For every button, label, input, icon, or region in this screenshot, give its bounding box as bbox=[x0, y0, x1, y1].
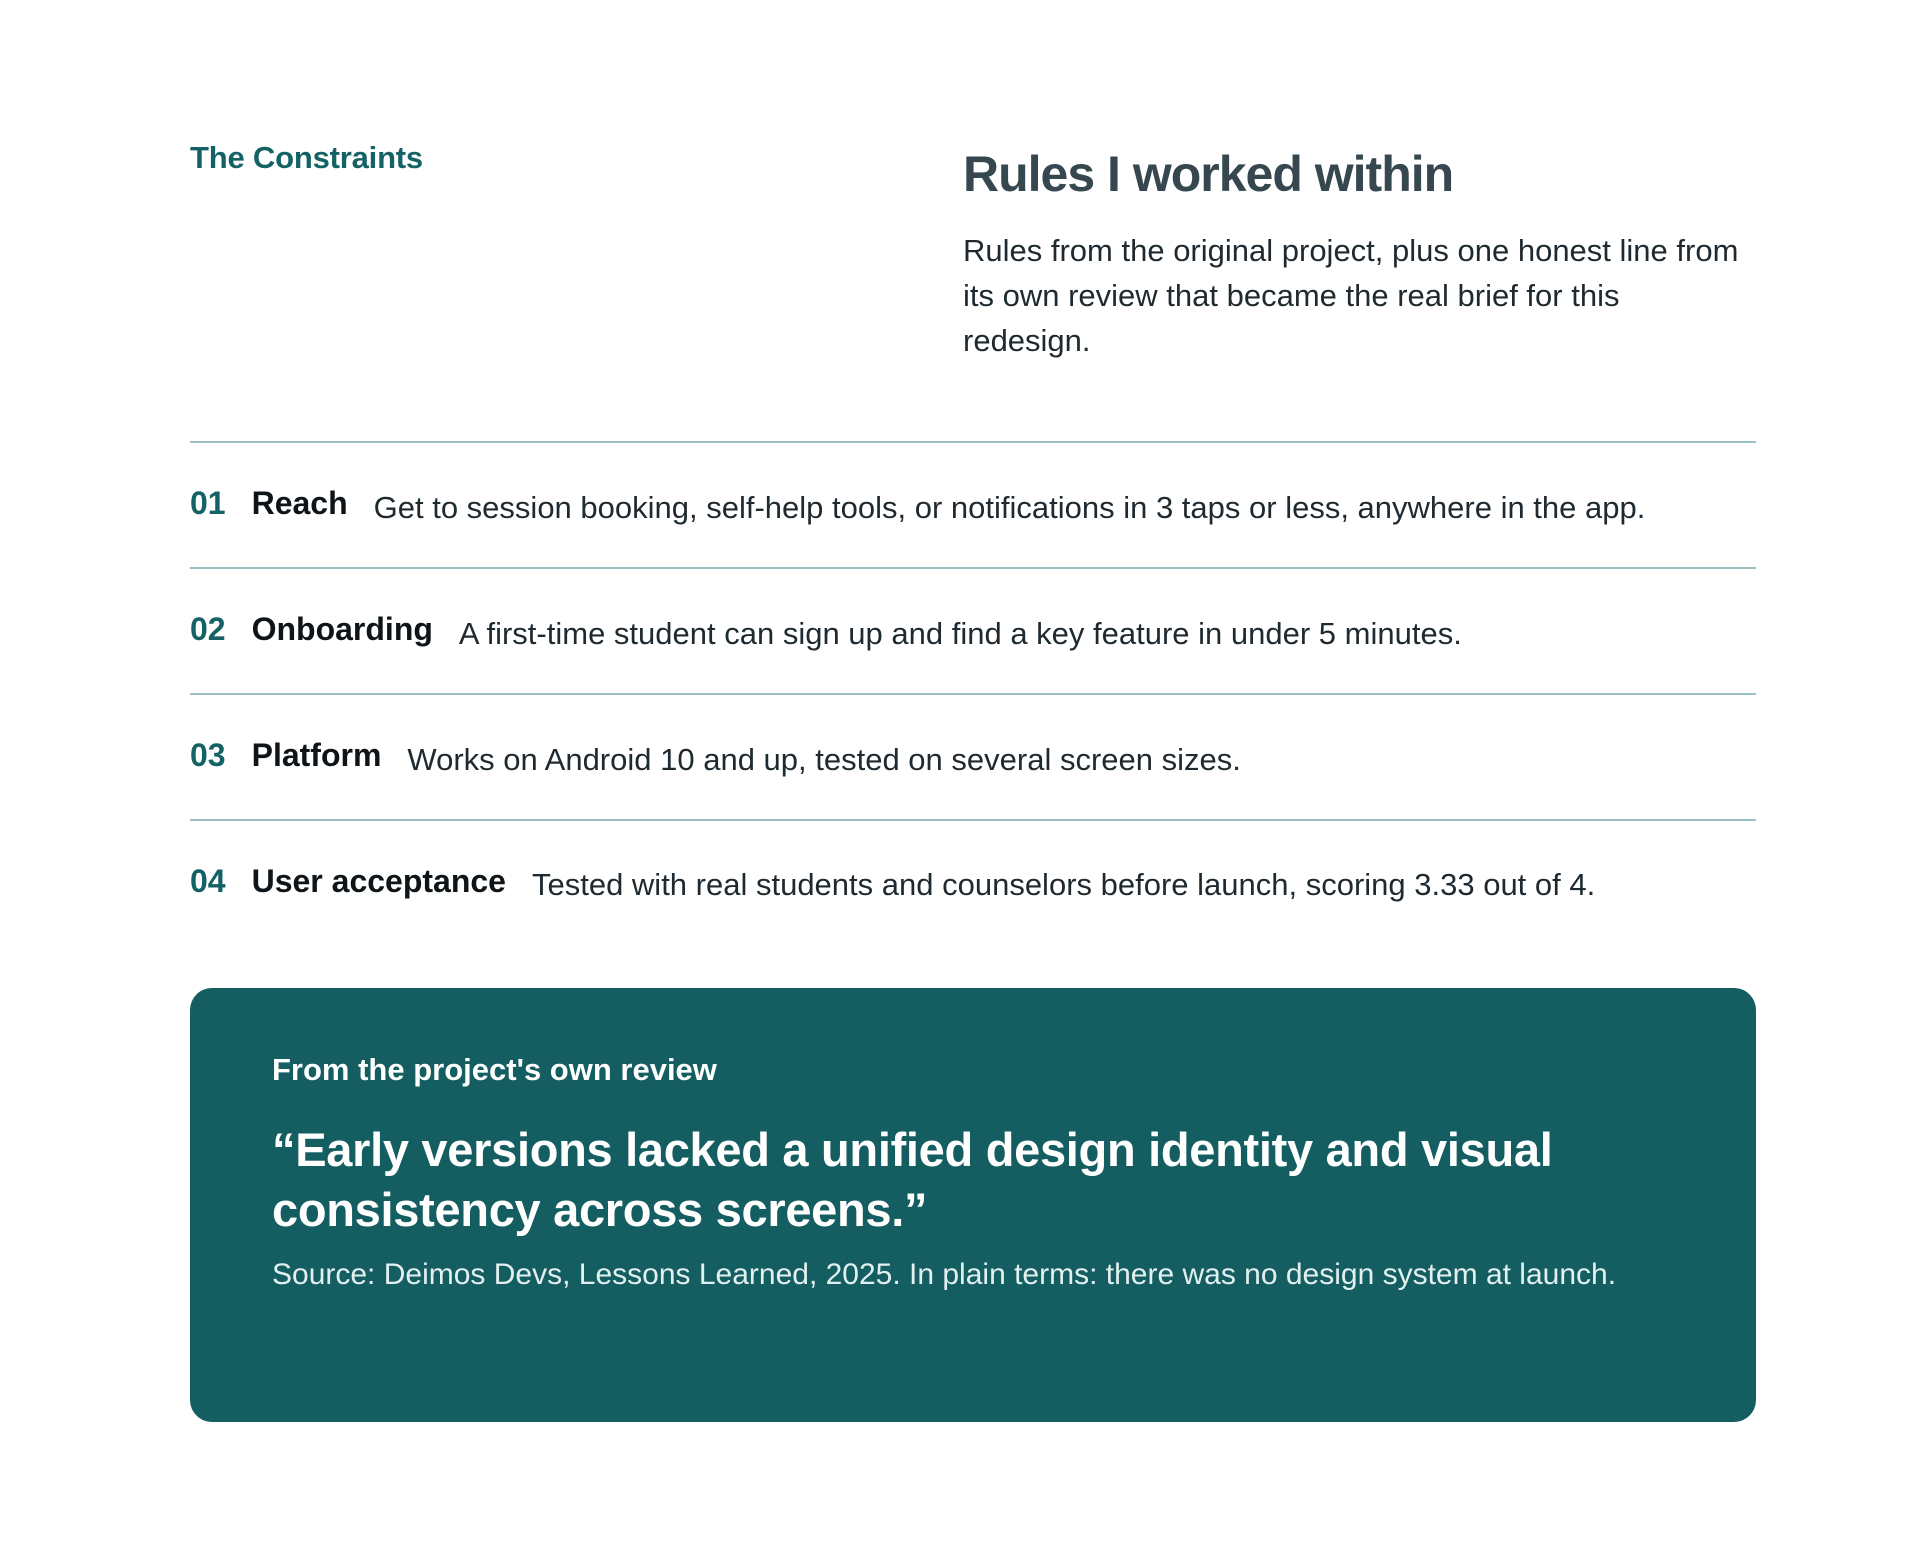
constraint-number: 03 bbox=[190, 737, 226, 773]
constraint-label: User acceptance bbox=[251, 862, 506, 899]
constraint-description: Tested with real students and counselors before launch, scoring 3.33 out of 4. bbox=[531, 867, 1596, 902]
constraint-description: Works on Android 10 and up, tested on several screen sizes. bbox=[407, 741, 1241, 777]
constraint-label: Onboarding bbox=[251, 611, 433, 647]
review-source: Source: Deimos Devs, Lessons Learned, 2025. In plain terms: there was no design system at launch. bbox=[272, 1258, 1617, 1291]
constraints-list bbox=[190, 441, 1756, 944]
constraint-number: 02 bbox=[190, 611, 226, 647]
section-title: Rules I worked within bbox=[963, 146, 1454, 202]
constraint-label: Reach bbox=[251, 485, 348, 521]
constraint-description: Get to session booking, self-help tools, or notifications in 3 taps or less, anywhere in the app. bbox=[373, 489, 1646, 525]
constraint-row-platform bbox=[190, 693, 1756, 819]
constraint-row-onboarding bbox=[190, 567, 1756, 693]
constraint-row-user-acceptance bbox=[190, 819, 1756, 944]
constraint-description: A first-time student can sign up and find a key feature in under 5 minutes. bbox=[458, 615, 1462, 651]
review-eyebrow: From the project's own review bbox=[272, 1052, 717, 1087]
constraint-number: 04 bbox=[190, 862, 226, 899]
section-intro bbox=[963, 142, 1753, 363]
section-eyebrow: The Constraints bbox=[190, 140, 423, 175]
constraint-number: 01 bbox=[190, 485, 226, 521]
constraint-label: Platform bbox=[251, 737, 382, 773]
constraint-row-reach bbox=[190, 441, 1756, 567]
review-quote-card bbox=[190, 988, 1756, 1422]
section-intro-text: Rules from the original project, plus one honest line from its own review that became the real brief for this redesign. bbox=[963, 233, 1739, 358]
review-quote: “Early versions lacked a unified design identity and visual consistency across screens.” bbox=[272, 1123, 1553, 1236]
